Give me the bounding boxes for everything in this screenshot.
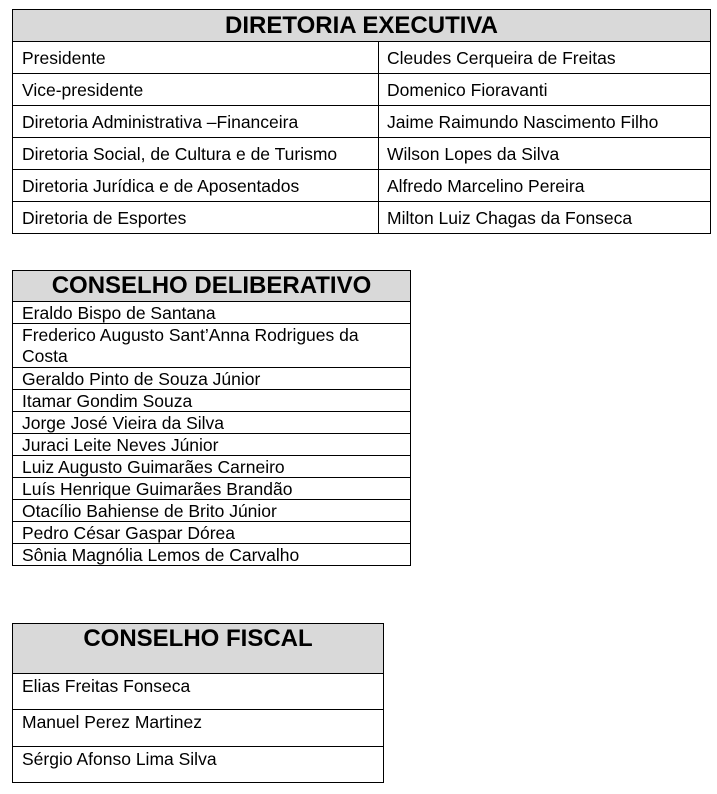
diretoria-executiva-table bbox=[12, 9, 711, 234]
table-row bbox=[13, 434, 411, 456]
role-cell: Diretoria de Esportes bbox=[13, 202, 379, 234]
name-cell: Milton Luiz Chagas da Fonseca bbox=[379, 202, 711, 234]
diretoria-executiva-title: DIRETORIA EXECUTIVA bbox=[13, 10, 711, 42]
role-cell: Diretoria Social, de Cultura e de Turismo bbox=[13, 138, 379, 170]
table-row bbox=[13, 412, 411, 434]
role-cell: Diretoria Jurídica e de Aposentados bbox=[13, 170, 379, 202]
conselho-fiscal-table bbox=[12, 623, 384, 783]
member-cell: Otacílio Bahiense de Brito Júnior bbox=[13, 500, 411, 522]
table-row bbox=[13, 544, 411, 566]
role-cell: Diretoria Administrativa –Financeira bbox=[13, 106, 379, 138]
member-cell: Geraldo Pinto de Souza Júnior bbox=[13, 368, 411, 390]
table-row bbox=[13, 106, 711, 138]
table-row bbox=[13, 456, 411, 478]
table-row bbox=[13, 74, 711, 106]
role-cell: Presidente bbox=[13, 42, 379, 74]
conselho-deliberativo-title: CONSELHO DELIBERATIVO bbox=[13, 271, 411, 302]
member-cell: Pedro César Gaspar Dórea bbox=[13, 522, 411, 544]
table-header-row bbox=[13, 624, 384, 674]
table-row bbox=[13, 170, 711, 202]
role-cell: Vice-presidente bbox=[13, 74, 379, 106]
conselho-fiscal-title: CONSELHO FISCAL bbox=[13, 624, 384, 674]
member-cell: Luís Henrique Guimarães Brandão bbox=[13, 478, 411, 500]
table-row bbox=[13, 710, 384, 747]
table-row bbox=[13, 674, 384, 710]
table-row bbox=[13, 478, 411, 500]
member-cell: Eraldo Bispo de Santana bbox=[13, 302, 411, 324]
member-cell: Sérgio Afonso Lima Silva bbox=[13, 747, 384, 783]
name-cell: Jaime Raimundo Nascimento Filho bbox=[379, 106, 711, 138]
table-row bbox=[13, 202, 711, 234]
name-cell: Alfredo Marcelino Pereira bbox=[379, 170, 711, 202]
member-cell: Luiz Augusto Guimarães Carneiro bbox=[13, 456, 411, 478]
table-row bbox=[13, 324, 411, 368]
member-cell: Elias Freitas Fonseca bbox=[13, 674, 384, 710]
table-row bbox=[13, 500, 411, 522]
conselho-deliberativo-table bbox=[12, 270, 411, 566]
table-row bbox=[13, 522, 411, 544]
member-cell: Sônia Magnólia Lemos de Carvalho bbox=[13, 544, 411, 566]
member-cell: Itamar Gondim Souza bbox=[13, 390, 411, 412]
table-row bbox=[13, 42, 711, 74]
table-row bbox=[13, 747, 384, 783]
table-row bbox=[13, 302, 411, 324]
table-row bbox=[13, 390, 411, 412]
member-cell: Frederico Augusto Sant’Anna Rodrigues da Costa bbox=[13, 324, 411, 368]
table-row bbox=[13, 368, 411, 390]
table-header-row bbox=[13, 10, 711, 42]
member-cell: Jorge José Vieira da Silva bbox=[13, 412, 411, 434]
name-cell: Domenico Fioravanti bbox=[379, 74, 711, 106]
table-header-row bbox=[13, 271, 411, 302]
table-row bbox=[13, 138, 711, 170]
name-cell: Wilson Lopes da Silva bbox=[379, 138, 711, 170]
member-cell: Juraci Leite Neves Júnior bbox=[13, 434, 411, 456]
member-cell: Manuel Perez Martinez bbox=[13, 710, 384, 747]
name-cell: Cleudes Cerqueira de Freitas bbox=[379, 42, 711, 74]
